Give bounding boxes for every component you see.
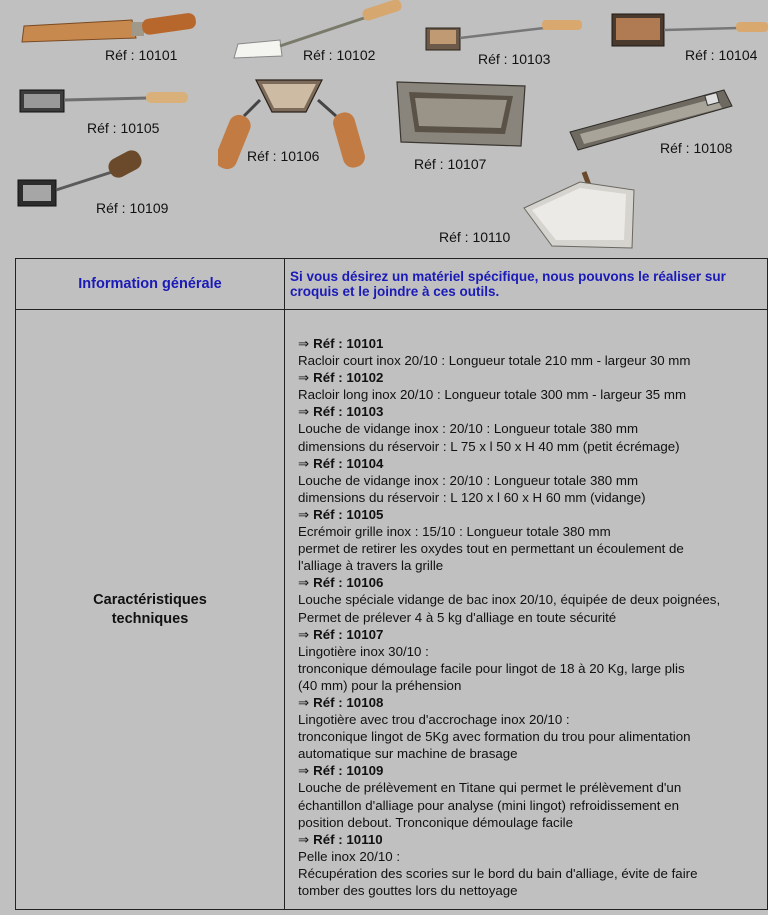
- specs-container: [298, 335, 765, 899]
- spec-text-line: l'alliage à travers la grille: [298, 558, 444, 574]
- product-gallery: [0, 0, 768, 255]
- specs-list: [285, 310, 768, 910]
- general-label-cell: [16, 259, 285, 310]
- ref-label: Réf : 10110: [439, 229, 511, 245]
- spec-ref-heading: [298, 403, 765, 420]
- spec-ref-heading: [298, 455, 765, 472]
- spec-ref: Réf : 10105: [313, 506, 384, 522]
- spec-text-line: Louche de vidange inox : 20/10 : Longueur totale 380 mm: [298, 472, 639, 488]
- spec-ref: Réf : 10102: [313, 370, 384, 386]
- spec-ref-heading: [298, 506, 765, 523]
- spec-text-line: automatique sur machine de brasage: [298, 746, 518, 762]
- ref-label: Réf : 10106: [247, 148, 320, 164]
- spec-text-line: Lingotière inox 30/10 :: [298, 643, 429, 659]
- spec-text-line: Pelle inox 20/10 :: [298, 848, 401, 864]
- arrow-icon: ⇒: [298, 763, 310, 779]
- tool-image-10110: [522, 168, 636, 252]
- spec-text-line: Louche de prélèvement en Titane qui permet le prélèvement d'un: [298, 780, 682, 796]
- general-row: [16, 259, 768, 310]
- arrow-icon: ⇒: [298, 370, 310, 386]
- spec-text-line: Louche de vidange inox : 20/10 : Longueur totale 380 mm: [298, 421, 639, 437]
- arrow-icon: ⇒: [298, 575, 310, 591]
- spec-text-line: Racloir court inox 20/10 : Longueur totale 210 mm - largeur 30 mm: [298, 353, 691, 369]
- spec-ref-heading: [298, 831, 765, 848]
- spec-text-line: (40 mm) pour la préhension: [298, 677, 462, 693]
- spec-ref-heading: [298, 626, 765, 643]
- spec-text-line: Permet de prélever 4 à 5 kg d'alliage en toute sécurité: [298, 609, 617, 625]
- tool-image-10103: [422, 16, 587, 56]
- spec-ref: Réf : 10107: [313, 626, 384, 642]
- spec-ref-heading: [298, 694, 765, 711]
- spec-ref-heading: [298, 369, 765, 386]
- spec-text-line: tomber des gouttes lors du nettoyage: [298, 883, 518, 898]
- carac-row: [16, 310, 768, 910]
- ref-label: Réf : 10108: [660, 140, 733, 156]
- spec-text-line: tronconique lingot de 5Kg avec formation du trou pour alimentation: [298, 729, 691, 745]
- carac-label-cell: [16, 310, 285, 910]
- ref-label: Réf : 10102: [303, 47, 376, 63]
- arrow-icon: ⇒: [298, 506, 310, 522]
- spec-text-line: permet de retirer les oxydes tout en permettant un écoulement de: [298, 541, 684, 557]
- arrow-icon: ⇒: [298, 336, 310, 351]
- ref-label: Réf : 10105: [87, 120, 160, 136]
- spec-ref: Réf : 10104: [313, 455, 384, 471]
- ref-label: Réf : 10101: [105, 47, 178, 63]
- arrow-icon: ⇒: [298, 455, 310, 471]
- spec-ref: Réf : 10106: [313, 575, 384, 591]
- ref-label: Réf : 10109: [96, 200, 169, 216]
- spec-text-line: dimensions du réservoir : L 120 x l 60 x H 60 mm (vidange): [298, 489, 646, 505]
- carac-label: Caractéristiques techniques: [93, 591, 207, 627]
- arrow-icon: ⇒: [298, 404, 310, 420]
- spec-text-line: échantillon d'alliage pour analyse (mini lingot) refroidissement en: [298, 797, 679, 813]
- ref-label: Réf : 10107: [414, 156, 487, 172]
- general-label: Information générale: [78, 276, 222, 292]
- spec-ref: Réf : 10109: [313, 763, 384, 779]
- spec-text-line: Récupération des scories sur le bord du bain d'alliage, évite de faire: [298, 865, 698, 881]
- arrow-icon: ⇒: [298, 694, 310, 710]
- info-table: [15, 258, 768, 910]
- spec-text-line: Lingotière avec trou d'accrochage inox 20/10 :: [298, 712, 570, 728]
- spec-text-line: Louche spéciale vidange de bac inox 20/10, équipée de deux poignées,: [298, 592, 721, 608]
- spec-ref: Réf : 10108: [313, 694, 384, 710]
- spec-ref-heading: [298, 762, 765, 779]
- ref-label: Réf : 10103: [478, 51, 551, 67]
- spec-ref: Réf : 10103: [313, 404, 384, 420]
- spec-ref: Réf : 10110: [313, 831, 383, 847]
- spec-text-line: position debout. Tronconique démoulage facile: [298, 814, 573, 830]
- spec-ref: Réf : 10101: [313, 336, 384, 351]
- ref-label: Réf : 10104: [685, 47, 758, 63]
- arrow-icon: ⇒: [298, 626, 310, 642]
- tool-image-10107: [395, 80, 527, 150]
- tool-image-10105: [18, 86, 190, 116]
- arrow-icon: ⇒: [298, 831, 310, 847]
- spec-ref-heading: [298, 335, 765, 352]
- spec-ref-heading: [298, 574, 765, 591]
- spec-text-line: tronconique démoulage facile pour lingot de 18 à 20 Kg, large plis: [298, 660, 685, 676]
- spec-text-line: Ecrémoir grille inox : 15/10 : Longueur totale 380 mm: [298, 524, 611, 540]
- spec-text-line: Racloir long inox 20/10 : Longueur totale 300 mm - largeur 35 mm: [298, 387, 687, 403]
- spec-text-line: dimensions du réservoir : L 75 x l 50 x H 40 mm (petit écrémage): [298, 438, 680, 454]
- general-text: Si vous désirez un matériel spécifique, nous pouvons le réaliser sur croquis et le joindre à ces outils.: [285, 259, 768, 310]
